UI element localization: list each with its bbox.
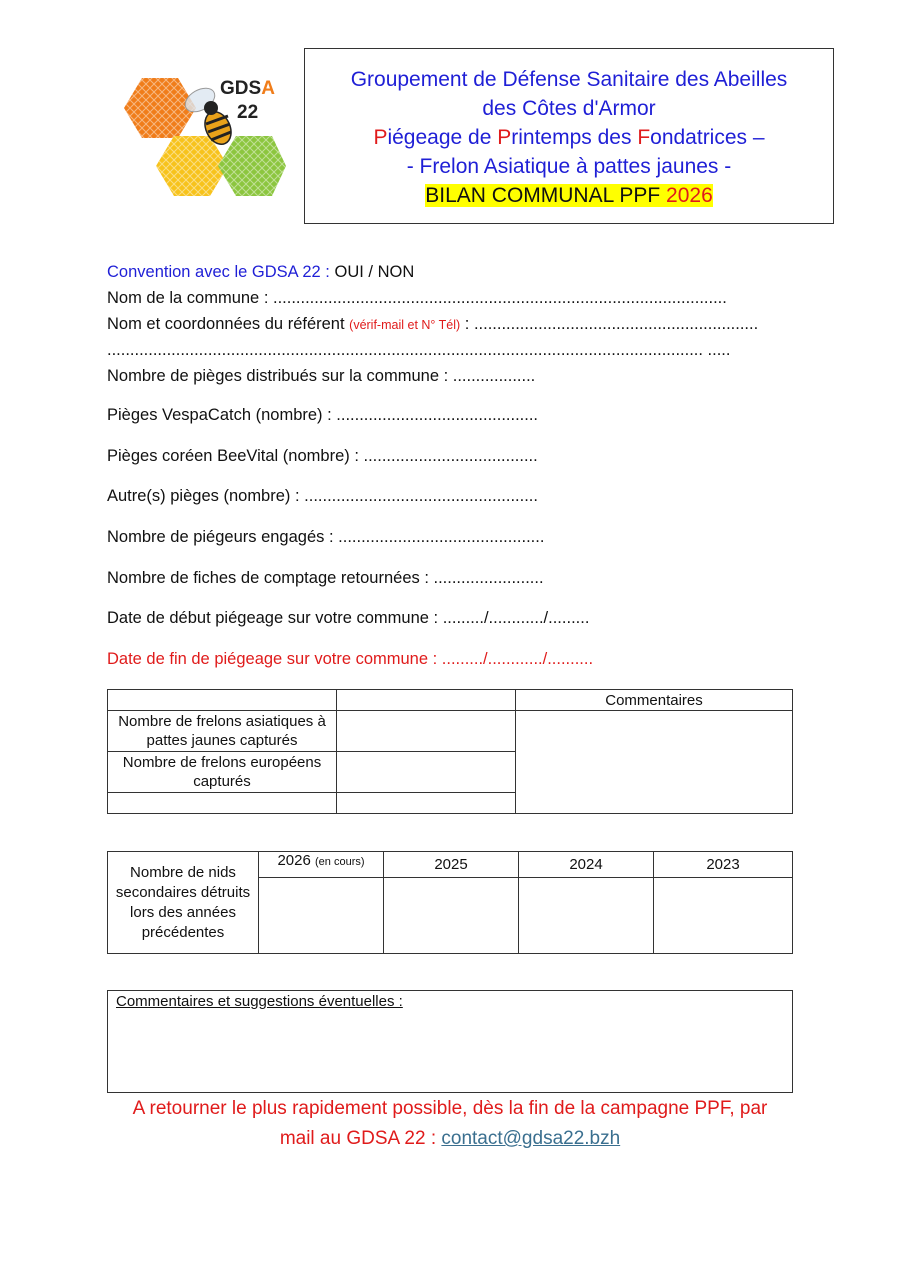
european-hornets-value[interactable]: [337, 752, 516, 793]
nests-table: [107, 851, 793, 954]
year-2024-value[interactable]: [519, 878, 654, 954]
header-line-2: des Côtes d'Armor: [482, 97, 656, 120]
year-2025-value[interactable]: [384, 878, 519, 954]
year-2025-header: 2025: [384, 852, 519, 878]
table-cell[interactable]: [108, 793, 337, 814]
year-2026-value[interactable]: [259, 878, 384, 954]
return-instructions: A retourner le plus rapidement possible, dès la fin de la campagne PPF, par mail au GDSA 22 : contact@gdsa22.bzh: [132, 1098, 768, 1149]
nests-label: Nombre de nids secondaires détruits lors des années précédentes: [108, 852, 259, 954]
header-line-1: Groupement de Défense Sanitaire des Abeilles: [350, 68, 788, 91]
vespacatch-line: Pièges VespaCatch (nombre) : ............................................: [107, 406, 538, 424]
header-box: [304, 48, 834, 224]
date-fin-line: Date de fin de piégeage sur votre commune : ........./............/..........: [107, 650, 594, 668]
year-2023-value[interactable]: [654, 878, 793, 954]
beevital-line: Pièges coréen BeeVital (nombre) : ......................................: [107, 447, 538, 465]
year-2024-header: 2024: [519, 852, 654, 878]
email-link[interactable]: contact@gdsa22.bzh: [441, 1128, 621, 1149]
comments-box[interactable]: [107, 990, 793, 1093]
table-cell[interactable]: [337, 793, 516, 814]
piegeurs-line: Nombre de piégeurs engagés : .............................................: [107, 528, 545, 546]
logo: [118, 68, 290, 202]
table-cell: [108, 690, 337, 711]
capture-table: [107, 689, 793, 814]
european-hornets-label: Nombre de frelons européens capturés: [108, 752, 337, 793]
convention-line: Convention avec le GDSA 22 : OUI / NON: [107, 263, 415, 281]
comments-header: Commentaires: [516, 690, 793, 711]
commune-line: Nom de la commune : ...................................................................................................: [107, 289, 727, 307]
autres-pieges-line: Autre(s) pièges (nombre) : ...................................................: [107, 487, 538, 505]
comments-label: Commentaires et suggestions éventuelles :: [116, 993, 403, 1010]
pieges-distribues-line: Nombre de pièges distribués sur la commune : ..................: [107, 367, 536, 385]
date-debut-line: Date de début piégeage sur votre commune : ........./............/.........: [107, 609, 590, 627]
header-line-5: BILAN COMMUNAL PPF 2026: [425, 184, 713, 207]
referent-line-2: .................................................................................................................................. .....: [107, 341, 731, 359]
fiches-line: Nombre de fiches de comptage retournées : ........................: [107, 569, 544, 587]
year-2023-header: 2023: [654, 852, 793, 878]
logo-text: GDSA: [220, 78, 275, 99]
header-line-3: Piégeage de Printemps des Fondatrices –: [373, 126, 765, 149]
asian-hornets-label: Nombre de frelons asiatiques à pattes jaunes capturés: [108, 711, 337, 752]
table-cell[interactable]: [337, 690, 516, 711]
header-line-4: - Frelon Asiatique à pattes jaunes -: [406, 155, 732, 178]
asian-hornets-value[interactable]: [337, 711, 516, 752]
logo-number: 22: [237, 102, 259, 123]
year-2026-header: 2026 (en cours): [259, 852, 384, 878]
referent-line: Nom et coordonnées du référent (vérif-mail et N° Tél) : ..............................................................: [107, 315, 759, 333]
comments-cell[interactable]: [516, 711, 793, 814]
